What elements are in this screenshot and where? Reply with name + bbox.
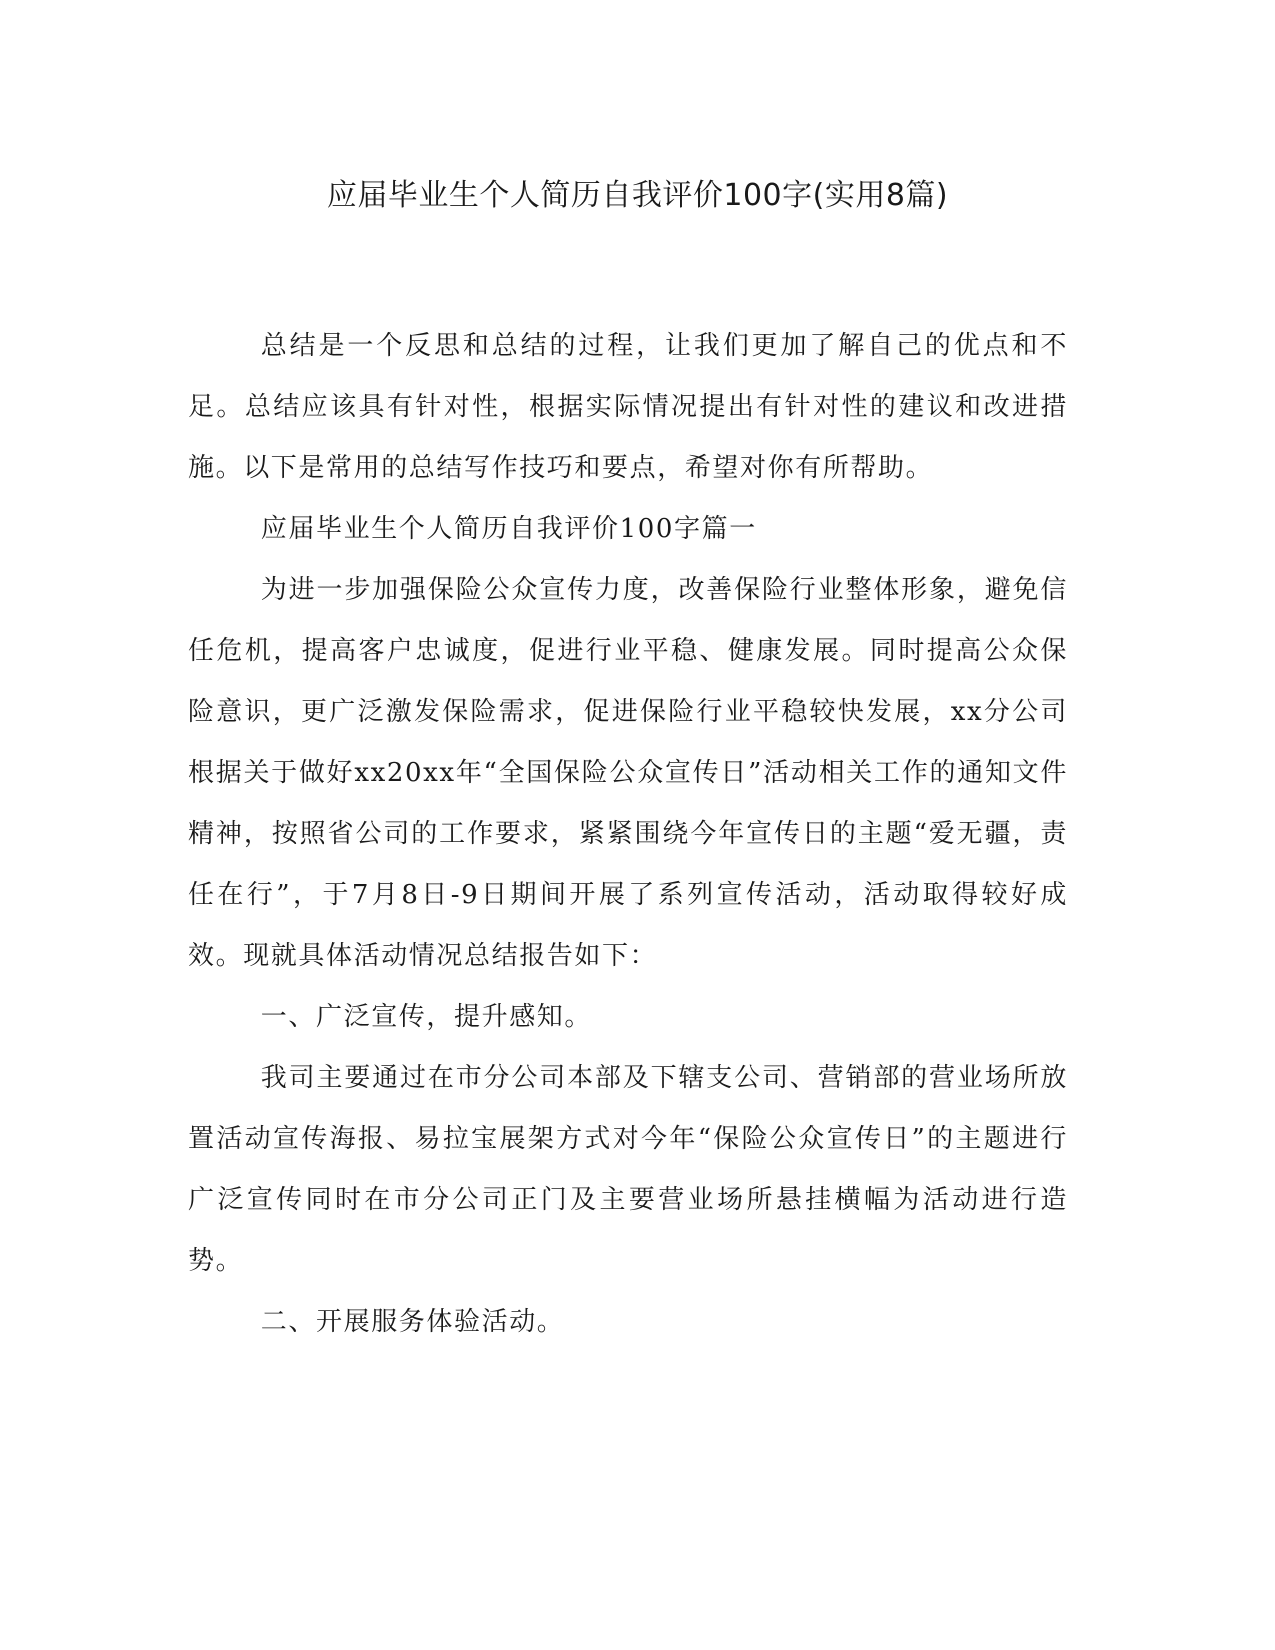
intro-paragraph: 总结是一个反思和总结的过程，让我们更加了解自己的优点和不足。总结应该具有针对性，根据实际情况提出有针对性的建议和改进措施。以下是常用的总结写作技巧和要点，希望对你有所帮助。 — [188, 331, 1068, 483]
subheading-one: 一、广泛宣传，提升感知。 — [260, 1002, 592, 1032]
section-heading-part-one: 应届毕业生个人简历自我评价100字篇一 — [260, 514, 757, 544]
body-paragraph: 我司主要通过在市分公司本部及下辖支公司、营销部的营业场所放置活动宣传海报、易拉宝展架方式对今年“保险公众宣传日”的主题进行广泛宣传同时在市分公司正门及主要营业场所悬挂横幅为活动进行造势。 — [188, 1063, 1068, 1276]
document-body — [188, 316, 1068, 1353]
subheading-two: 二、开展服务体验活动。 — [260, 1307, 565, 1337]
document-title: 应届毕业生个人简历自我评价100字(实用8篇) — [326, 178, 949, 213]
body-paragraph: 为进一步加强保险公众宣传力度，改善保险行业整体形象，避免信任危机，提高客户忠诚度，促进行业平稳、健康发展。同时提高公众保险意识，更广泛激发保险需求，促进保险行业平稳较快发展，xx分公司根据关于做好xx20xx年“全国保险公众宣传日”活动相关工作的通知文件精神，按照省公司的工作要求，紧紧围绕今年宣传日的主题“爱无疆，责任在行”，于7月8日-9日期间开展了系列宣传活动，活动取得较好成效。现就具体活动情况总结报告如下： — [188, 575, 1068, 971]
